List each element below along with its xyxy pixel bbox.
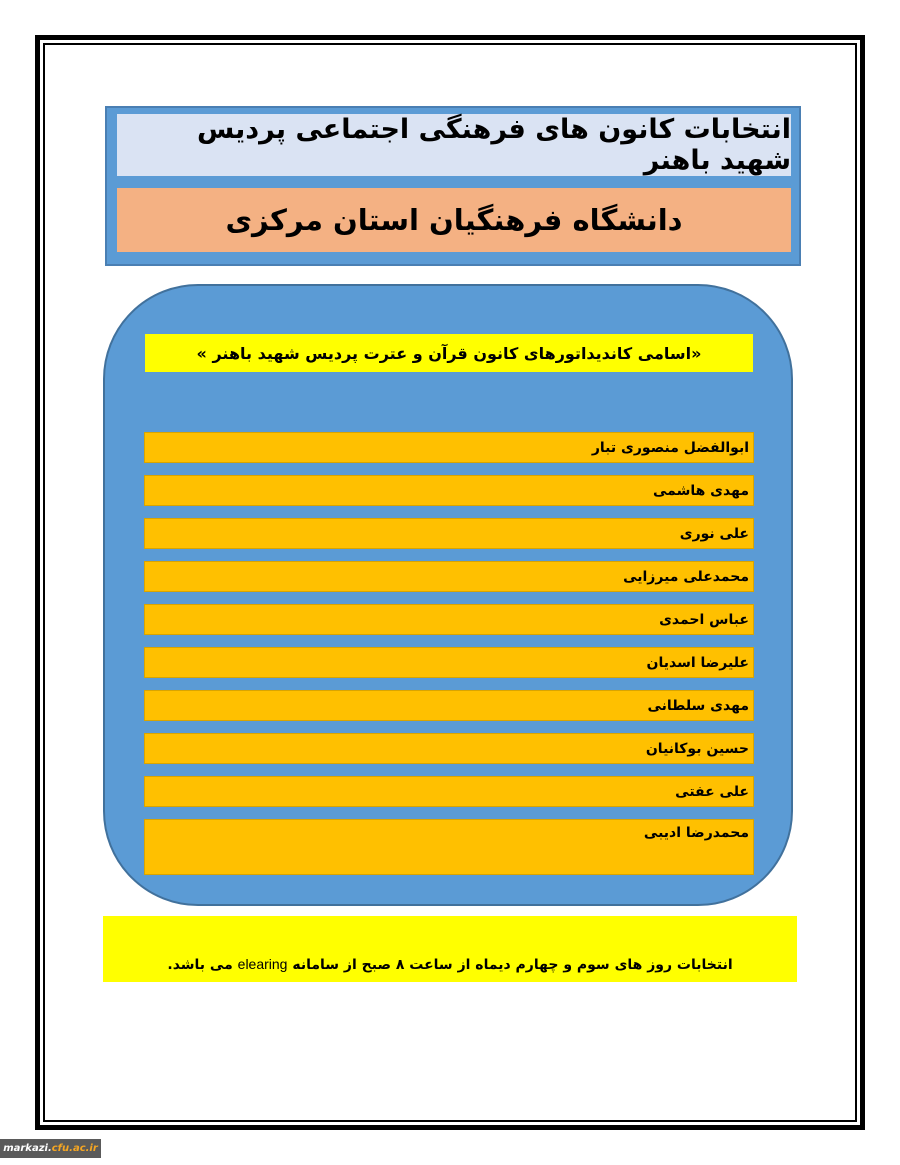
candidate-row: علی عفتی: [144, 776, 754, 807]
candidate-row: عباس احمدی: [144, 604, 754, 635]
notice-text: [167, 956, 732, 973]
notice-text-after: می باشد.: [167, 957, 238, 973]
notice-text-before: انتخابات روز های سوم و چهارم دیماه از ساعت ۸ صبح از سامانه: [287, 957, 733, 973]
candidates-heading: «اسامی کاندیداتورهای کانون قرآن و عترت پردیس شهید باهنر »: [145, 334, 753, 372]
candidate-row: مهدی سلطانی: [144, 690, 754, 721]
candidate-list: [144, 432, 754, 875]
notice-system-name: elearing: [237, 956, 288, 972]
candidate-row: محمدعلی میرزایی: [144, 561, 754, 592]
candidate-row: ابوالفضل منصوری تبار: [144, 432, 754, 463]
candidate-row: مهدی هاشمی: [144, 475, 754, 506]
watermark-part2: cfu.ac.ir: [51, 1143, 98, 1154]
candidate-row: حسین بوکانیان: [144, 733, 754, 764]
watermark-part1: markazi.: [3, 1143, 52, 1154]
candidate-row: علیرضا اسدیان: [144, 647, 754, 678]
header-box: [105, 106, 801, 266]
site-watermark: [0, 1139, 101, 1158]
candidate-row: علی نوری: [144, 518, 754, 549]
page-subtitle: دانشگاه فرهنگیان استان مرکزی: [117, 188, 791, 252]
election-notice: [103, 916, 797, 982]
page-title: انتخابات کانون های فرهنگی اجتماعی پردیس شهید باهنر: [117, 114, 791, 176]
candidates-panel: [103, 284, 793, 906]
candidate-row: محمدرضا ادیبی: [144, 819, 754, 875]
